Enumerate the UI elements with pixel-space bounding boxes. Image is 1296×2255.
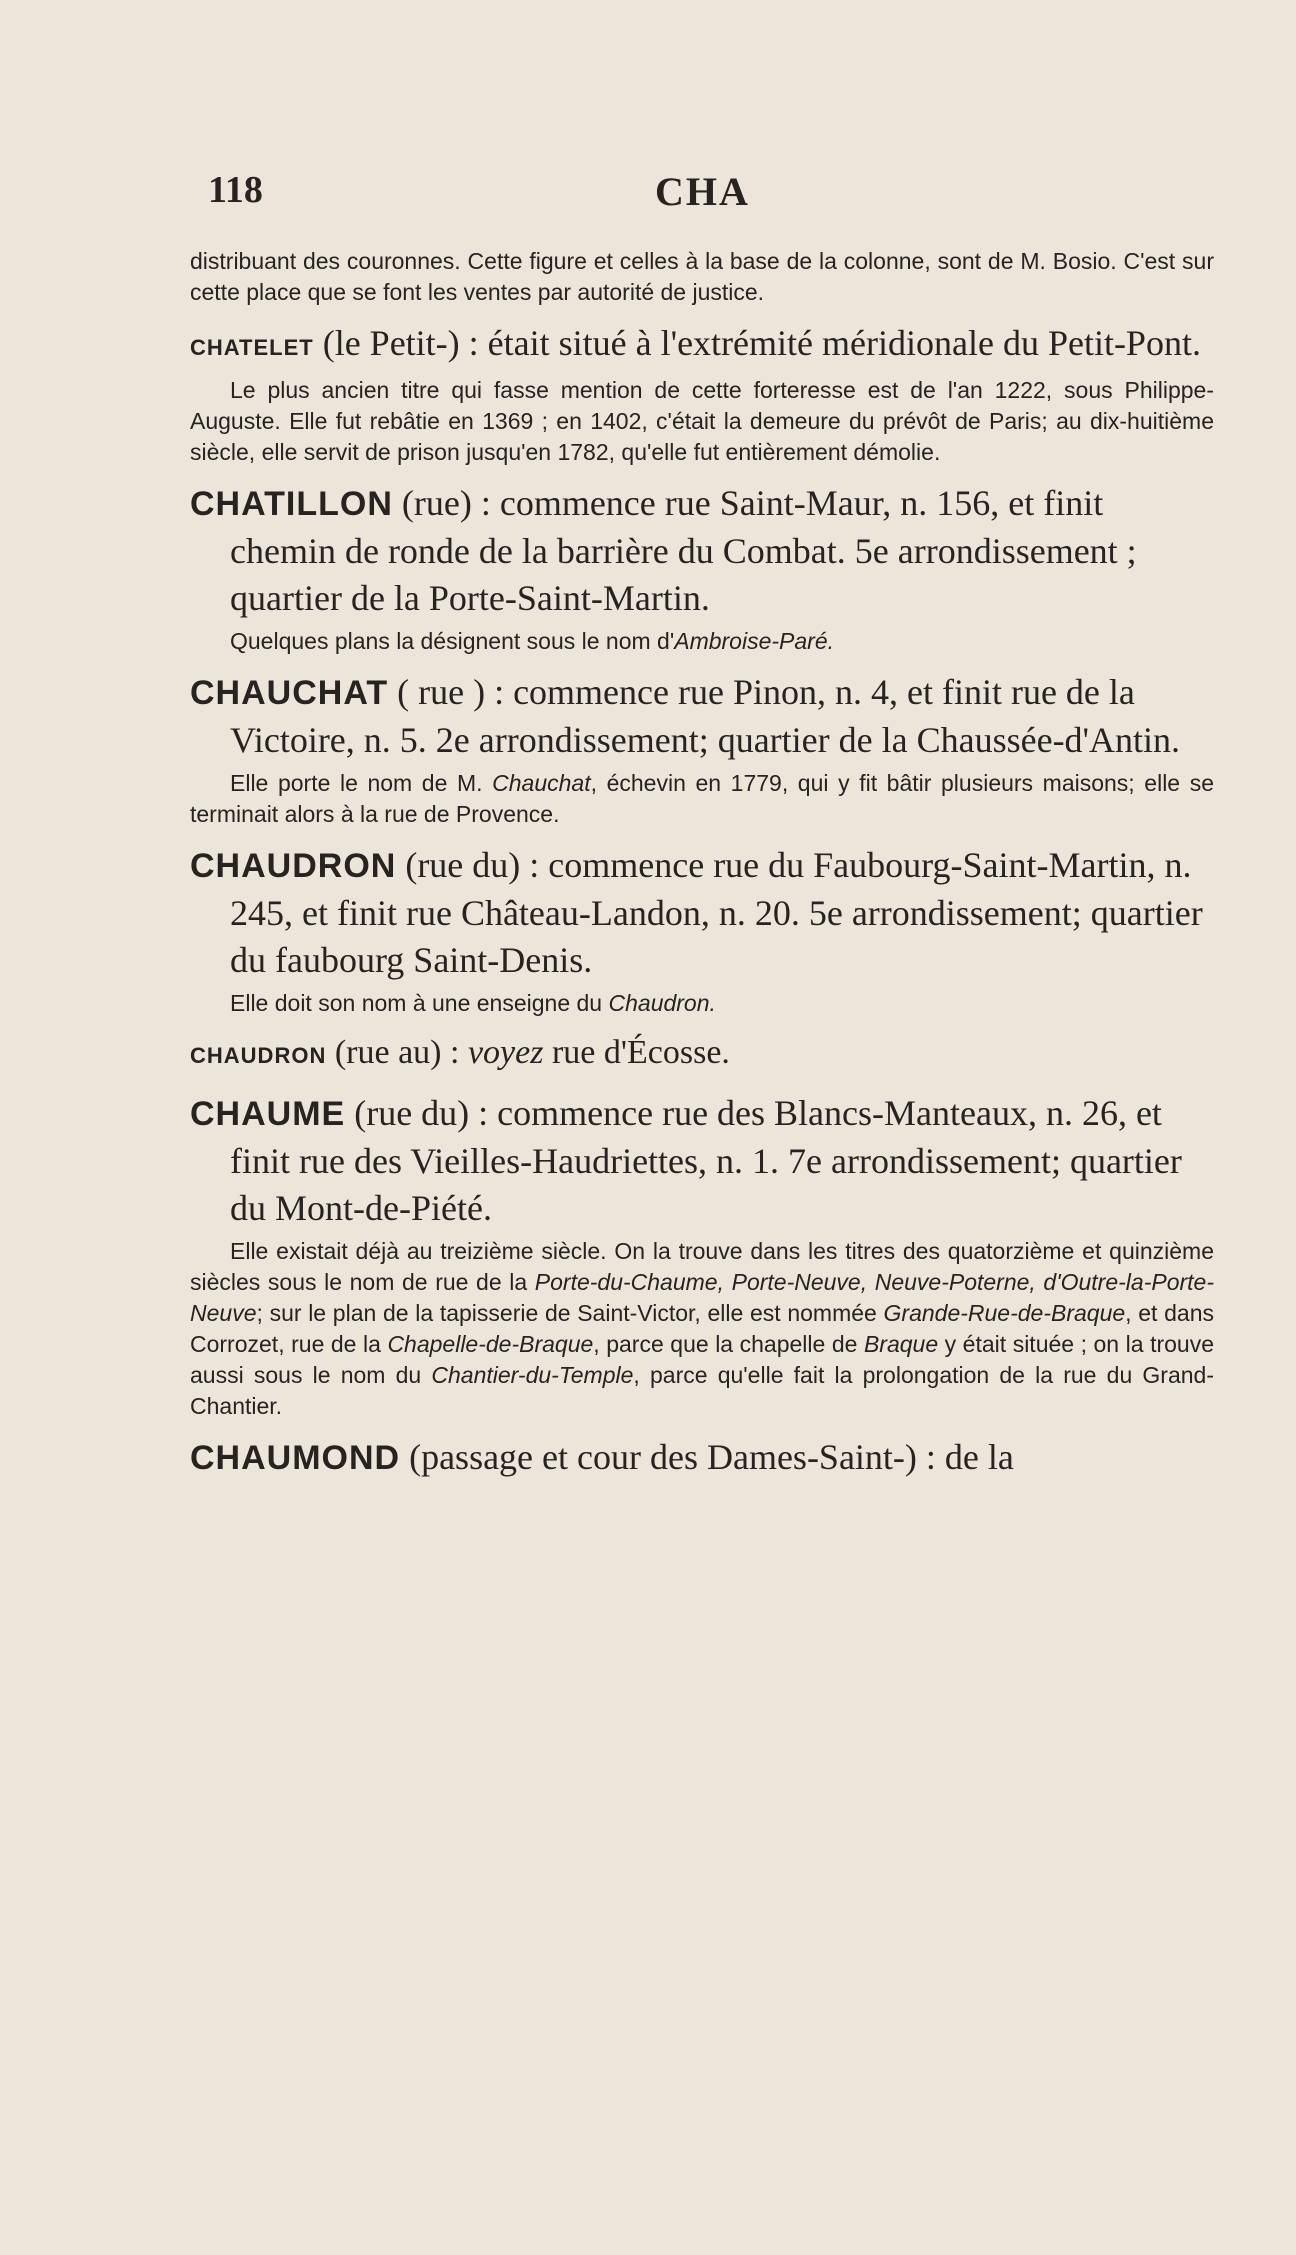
entry-chaume xyxy=(190,1090,1214,1422)
entry-note: Quelques plans la désignent sous le nom d'Ambroise-Paré. xyxy=(230,628,835,654)
entry-continuation xyxy=(190,246,1214,308)
page-header xyxy=(190,168,1214,220)
entry-keyword: CHAUDRON xyxy=(190,847,397,885)
entry-chatillon xyxy=(190,480,1214,657)
entry-chaumond xyxy=(190,1434,1214,1482)
page-number: 118 xyxy=(208,169,263,211)
entry-chaudron-rue-du xyxy=(190,842,1214,1019)
entry-headline: (rue au) : voyez rue d'Écosse. xyxy=(334,1034,730,1071)
running-head: CHA xyxy=(655,169,750,214)
entry-keyword: CHAUCHAT xyxy=(190,674,389,712)
entry-headline: (le Petit-) : était situé à l'extrémité méridionale du Petit-Pont. xyxy=(322,323,1201,363)
entry-keyword: CHAUMOND xyxy=(190,1439,401,1477)
entry-keyword: CHAUME xyxy=(190,1095,346,1133)
entry-note: distribuant des couronnes. Cette figure et celles à la base de la colonne, sont de M. Bosio. C'est sur cette place que se font les ventes par autorité de justice. xyxy=(190,248,1214,305)
entry-keyword: CHATELET xyxy=(190,335,314,360)
entry-keyword: CHAUDRON xyxy=(190,1043,327,1068)
entry-note: Elle porte le nom de M. Chauchat, échevin en 1779, qui y fit bâtir plusieurs maisons; elle se terminait alors à la rue de Provence. xyxy=(190,770,1214,827)
entry-headline: (passage et cour des Dames-Saint-) : de la xyxy=(409,1437,1014,1477)
entry-headline: ( rue ) : commence rue Pinon, n. 4, et finit rue de la Victoire, n. 5. 2e arrondissement; quartier de la Chaussée-d'Antin. xyxy=(230,672,1181,760)
entry-headline: (rue du) : commence rue des Blancs-Manteaux, n. 26, et finit rue des Vieilles-Haudriettes, n. 1. 7e arrondissement; quartier du Mont-de-Piété. xyxy=(230,1093,1182,1228)
entry-headline: (rue du) : commence rue du Faubourg-Saint-Martin, n. 245, et finit rue Château-Landon, n. 20. 5e arrondissement; quartier du faubourg Saint-Denis. xyxy=(230,845,1203,980)
entry-note: Le plus ancien titre qui fasse mention de cette forteresse est de l'an 1222, sous Philippe-Auguste. Elle fut rebâtie en 1369 ; en 1402, c'était la demeure du prévôt de Paris; au dix-huitième siècle, elle servit de prison jusqu'en 1782, qu'elle fut entièrement démolie. xyxy=(190,377,1214,465)
entry-chaudron-rue-au xyxy=(190,1031,1214,1078)
entry-note: Elle existait déjà au treizième siècle. On la trouve dans les titres des quatorzième et quinzième siècles sous le nom de rue de la Porte-du-Chaume, Porte-Neuve, Neuve-Poterne, d'Outre-la-Porte-Neuve; sur le plan de la tapisserie de Saint-Victor, elle est nommée Grande-Rue-de-Braque, et dans Corrozet, rue de la Chapelle-de-Braque, parce que la chapelle de Braque y était située ; on la trouve aussi sous le nom du Chantier-du-Temple, parce qu'elle fait la prolongation de la rue du Grand-Chantier. xyxy=(190,1238,1214,1419)
entry-chauchat xyxy=(190,669,1214,830)
entry-headline: (rue) : commence rue Saint-Maur, n. 156, et finit chemin de ronde de la barrière du Combat. 5e arrondissement ; quartier de la Porte-Saint-Martin. xyxy=(230,483,1137,618)
entry-keyword: CHATILLON xyxy=(190,485,393,523)
entry-note: Elle doit son nom à une enseigne du Chaudron. xyxy=(230,990,716,1016)
entry-chatelet xyxy=(190,320,1214,468)
